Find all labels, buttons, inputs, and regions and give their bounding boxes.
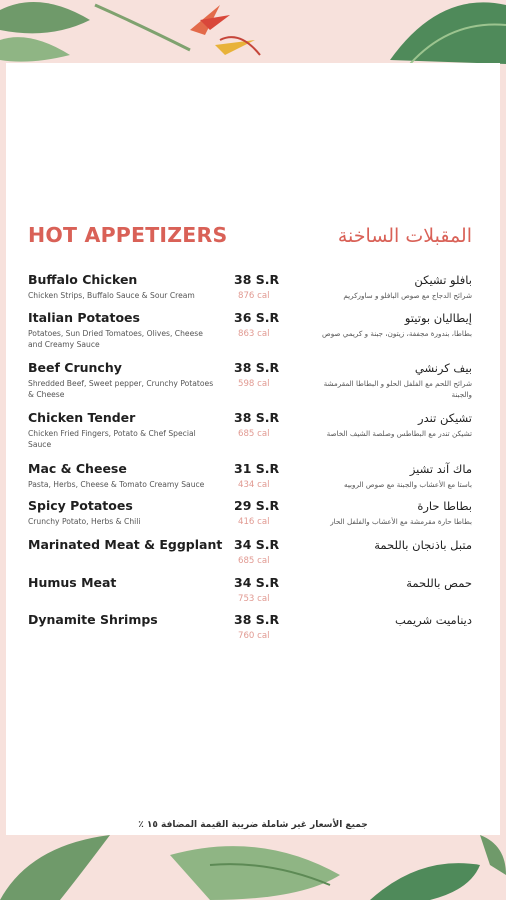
item-name-ar: ديناميت شريمب bbox=[395, 613, 472, 627]
item-name: Humus Meat bbox=[28, 575, 117, 590]
item-name: Chicken Tender bbox=[28, 410, 136, 425]
item-name: Mac & Cheese bbox=[28, 461, 127, 476]
item-description-ar: بطاطا حارة مقرمشة مع الأعشاب والفلفل الحار bbox=[330, 517, 472, 526]
section-title-ar: المقبلات الساخنة bbox=[337, 225, 472, 247]
item-description: Chicken Strips, Buffalo Sauce & Sour Cream bbox=[28, 291, 195, 300]
item-price: 38 S.R bbox=[234, 360, 280, 375]
item-name-ar: بطاطا حارة bbox=[417, 499, 472, 513]
item-name: Buffalo Chicken bbox=[28, 272, 138, 287]
item-name-ar: تشيكن تندر bbox=[418, 411, 472, 425]
item-price: 29 S.R bbox=[234, 498, 280, 513]
menu-card bbox=[6, 63, 500, 835]
item-calories: 685 cal bbox=[238, 556, 270, 566]
item-name: Italian Potatoes bbox=[28, 310, 140, 325]
item-price: 38 S.R bbox=[234, 612, 280, 627]
item-name-ar: إيطاليان بوتيتو bbox=[404, 311, 472, 325]
item-description-ar: باستا مع الأعشاب والجبنة مع صوص الروبيه bbox=[343, 480, 472, 489]
item-name: Beef Crunchy bbox=[28, 360, 122, 375]
item-name-ar: ماك آند تشيز bbox=[409, 462, 472, 476]
item-description: Crunchy Potato, Herbs & Chili bbox=[28, 517, 141, 526]
flower-decoration bbox=[160, 0, 280, 65]
item-name-ar: بيف كرنشي bbox=[414, 361, 472, 375]
item-name: Spicy Potatoes bbox=[28, 498, 133, 513]
item-price: 31 S.R bbox=[234, 461, 280, 476]
bottom-leaves bbox=[0, 835, 506, 900]
item-description: Shredded Beef, Sweet pepper, Crunchy Potatoes & Cheese bbox=[28, 379, 214, 399]
item-name: Dynamite Shrimps bbox=[28, 612, 158, 627]
item-price: 38 S.R bbox=[234, 272, 280, 287]
item-calories: 685 cal bbox=[238, 429, 270, 439]
item-description: Chicken Fried Fingers, Potato & Chef Special Sauce bbox=[28, 429, 196, 449]
vat-notice: جميع الأسعار غير شاملة ضريبة القيمة المضافة ١٥ ٪ bbox=[138, 820, 368, 830]
item-description-ar: شرائح الدجاج مع صوص البافلو و ساوركريم bbox=[343, 291, 472, 300]
item-name: Marinated Meat & Eggplant bbox=[28, 537, 223, 552]
item-price: 34 S.R bbox=[234, 575, 280, 590]
item-description: Potatoes, Sun Dried Tomatoes, Olives, Cheese and Creamy Sauce bbox=[28, 329, 203, 349]
item-description-ar: شرائح اللحم مع الفلفل الحلو و البطاطا المقرمشة والجبنة bbox=[323, 379, 472, 399]
item-price: 34 S.R bbox=[234, 537, 280, 552]
section-title-en: HOT APPETIZERS bbox=[28, 223, 228, 247]
item-description-ar: بطاطا، بندورة مجففة، زيتون، جبنة و كريمي صوص bbox=[322, 329, 472, 338]
item-calories: 416 cal bbox=[238, 517, 270, 527]
item-description-ar: تشيكن تندر مع البطاطس وصلصة الشيف الخاصة bbox=[326, 429, 472, 438]
item-price: 38 S.R bbox=[234, 410, 280, 425]
item-calories: 598 cal bbox=[238, 379, 270, 389]
item-calories: 753 cal bbox=[238, 594, 270, 604]
item-calories: 760 cal bbox=[238, 631, 270, 641]
item-name-ar: حمص باللحمة bbox=[406, 576, 472, 590]
top-right-leaf bbox=[380, 0, 506, 64]
item-name-ar: بافلو تشيكن bbox=[414, 273, 472, 287]
item-calories: 434 cal bbox=[238, 480, 270, 490]
item-calories: 876 cal bbox=[238, 291, 270, 301]
item-description: Pasta, Herbs, Cheese & Tomato Creamy Sauce bbox=[28, 480, 205, 489]
item-name-ar: متبل باذنجان باللحمة bbox=[374, 538, 472, 552]
item-price: 36 S.R bbox=[234, 310, 280, 325]
item-calories: 863 cal bbox=[238, 329, 270, 339]
